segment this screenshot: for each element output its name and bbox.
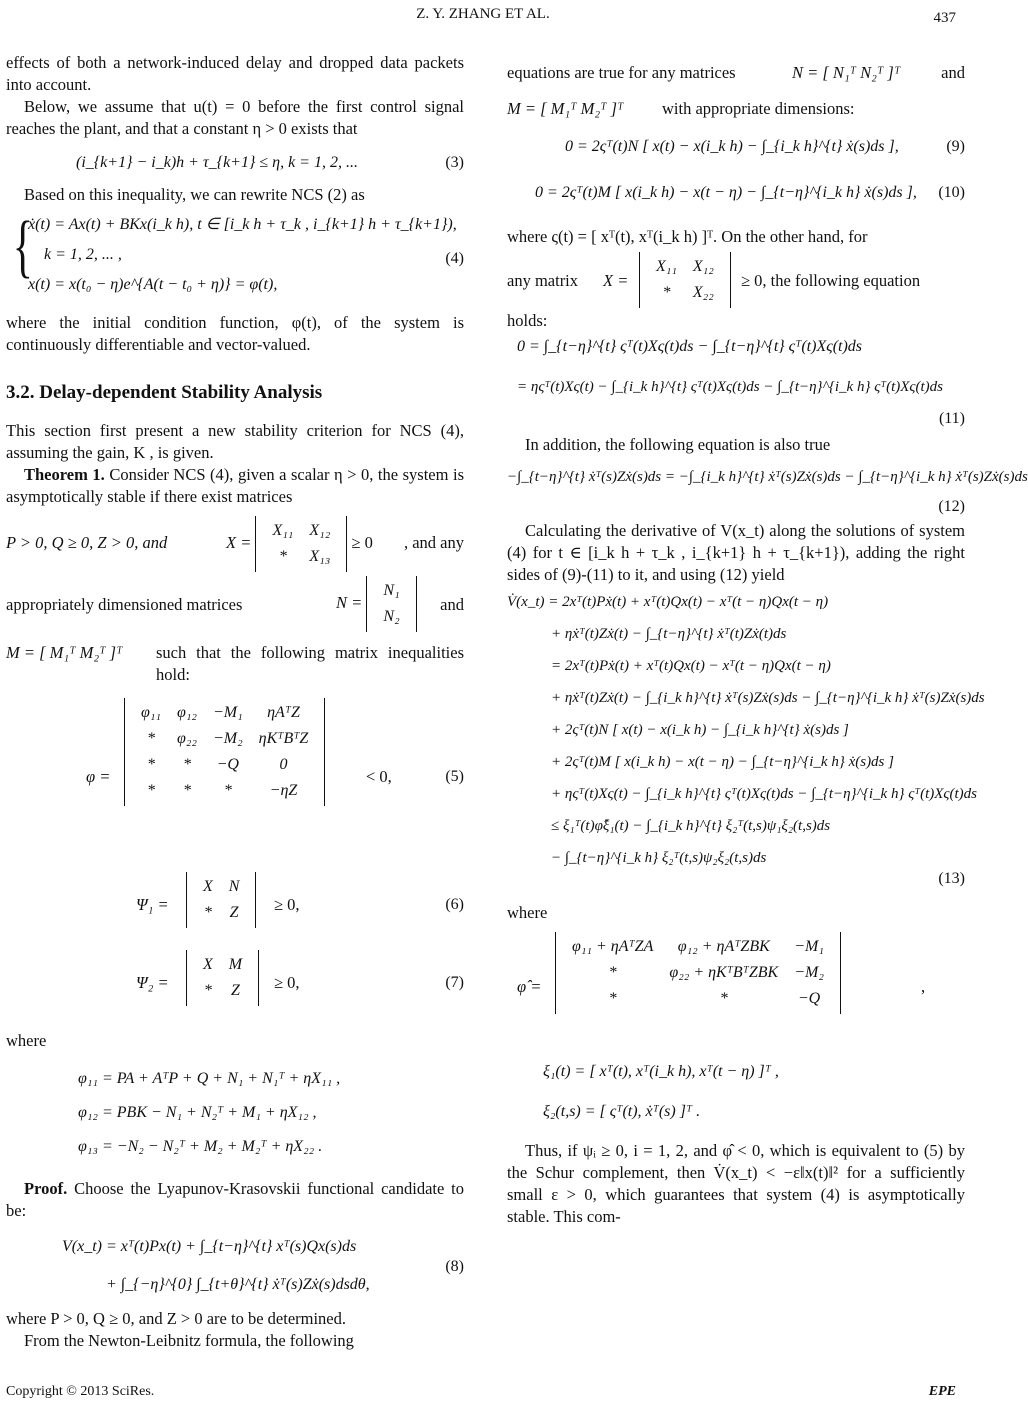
- footer-copyright: Copyright © 2013 SciRes.: [6, 1384, 155, 1399]
- phi-hat-matrix: φ̂ = φ₁₁ + ηAᵀZA φ₁₂ + ηAᵀZBK −M₁ * φ₂₂ + ηKᵀBᵀZBK −M₂ * * −Q ,: [507, 928, 965, 1048]
- matrix-phi: φ₁₁ φ₁₂ −M₁ ηAᵀZ * φ₂₂ −M₂ ηKᵀBᵀZ * * −Q 0 * * * −ηZ: [124, 698, 325, 806]
- matrix-x-line: any matrix X = X₁₁ X₁₂ * X₂₂ ≥ 0, the following equation: [507, 252, 965, 310]
- paragraph: effects of both a network-induced delay and dropped data packets into account.: [6, 53, 464, 94]
- paragraph: Calculating the derivative of V(x_t) along the solutions of system (4) for t ∈ [i_k h + τ_k , i_{k+1} h + τ_{k+1}), adding the right sides of (9)-(11) to it, and using (12) yield: [507, 521, 965, 584]
- right-column: equations are true for any matrices N = [ N₁ᵀ N₂ᵀ ]ᵀ and M = [ M₁ᵀ M₂ᵀ ]ᵀ with appropriate dimensions: 0 = 2ςᵀ(t)N [ x(t) − x(i_k h) − ∫_{i_k h}^{t} ẋ(s)ds ], (9) 0 = 2ςᵀ(t)M [ x(i_k h) − x(t − η) − ∫_{t−η}^{i_k h} ẋ(s)ds ], (10) where ς(t) = [ xᵀ(t), xᵀ(i_k h) ]ᵀ. On the other hand, for any matrix X = X₁₁ X₁₂ * X₂₂ ≥ 0, the following equation holds: 0 = ∫_{t−η}^{t} ςᵀ(t)Xς(t)ds − ∫_{t−η}^{t} ςᵀ(t)Xς(t)ds = ηςᵀ(t)Xς(t) − ∫_{i_k h}^{t} ςᵀ(t)Xς(t)ds − ∫_{t−η}^{i_k h} ςᵀ(t)Xς(t)ds (11) In addition, the following equation is also true −∫_{t−η}^{t} ẋᵀ(s)Zẋ(s)ds = −∫_{i_k h}^{t} ẋᵀ(s)Zẋ(s)ds − ∫_{t−η}^{i_k h} ẋᵀ(s)Zẋ(s)ds (12) Calculating the derivative of V(x_t) along the solutions of system (4) for t ∈ [i_k h + τ_k , i_{k+1} h + τ_{k+1}), adding the right sides of (9)-(11) to it, and using (12) yield V̇(x_t) = 2xᵀ(t)Pẋ(t) + xᵀ(t)Qx(t) − xᵀ(t − η)Qx(t − η) + ηẋᵀ(t)Zẋ(t) − ∫_{t−η}^{t} ẋᵀ(t)Zẋ(t)ds = 2xᵀ(t)Pẋ(t) + xᵀ(t)Qx(t) − xᵀ(t − η)Qx(t − η) + ηẋᵀ(t)Zẋ(t) − ∫_{i_k h}^{t} ẋᵀ(s)Zẋ(s)ds − ∫_{t−η}^{i_k h} ẋᵀ(s)Zẋ(s)ds + 2ςᵀ(t)N [ x(t) − x(i_k h) − ∫_{i_k h}^{t} ẋ(s)ds ] + 2ςᵀ(t)M [ x(i_k h) − x(t − η) − ∫_{t−η}^{i_k h} ẋ(s)ds ] + ηςᵀ(t)Xς(t) − ∫_{i_k h}^{t} ςᵀ(t)Xς(t)ds − ∫_{t−η}^{i_k h} ςᵀ(t)Xς(t)ds ≤ ξ₁ᵀ(t)φ̂ξ₁(t) − ∫_{i_k h}^{t} ξ₂ᵀ(t,s)ψ₁ξ₂(t,s)ds − ∫_{t−η}^{i_k h} ξ₂ᵀ(t,s)ψ₂ξ₂(t,s)ds (13) where φ̂ = φ₁₁ + ηAᵀZA φ₁₂ + ηAᵀZBK −M₁ * φ₂₂ + ηKᵀBᵀZBK −M₂ * * −Q , ξ₁(t) = [ xᵀ(t), xᵀ(i_k h), xᵀ(t − η) ]ᵀ , ξ₂(t,s) = [ ςᵀ(t), ẋᵀ(s) ]ᵀ . Thus, if ψᵢ ≥ 0, i = 1, 2, and φ̂ < 0, which is equivalent to (5) by the Schur complement, then V̇(x_t) < −ε‖x(t)‖² for a sufficiently small ε > 0, which guarantees that system (4) is asymptotically stable. This com-: [507, 52, 965, 1228]
- equation-5: φ = φ₁₁ φ₁₂ −M₁ ηAᵀZ * φ₂₂ −M₂ ηKᵀBᵀZ * * −Q 0 * * * −ηZ < 0, (5): [6, 694, 464, 864]
- theorem-matrix-n: appropriately dimensioned matrices N = N₁ N₂ and: [6, 574, 464, 638]
- theorem-conditions: P > 0, Q ≥ 0, Z > 0, and X = X₁₁ X₁₂ * X₁₃ ≥ 0 , and any: [6, 512, 464, 574]
- matrix-x: X₁₁ X₁₂ * X₁₃: [255, 516, 347, 572]
- phi-definitions: φ₁₁ = PA + AᵀP + Q + N₁ + N₁ᵀ + ηX₁₁ , φ₁₂ = PBK − N₁ + N₂ᵀ + M₁ + ηX₁₂ , φ₁₃ = −N₂ − N₂ᵀ + M₂ + M₂ᵀ + ηX₂₂ .: [78, 1070, 341, 1155]
- equation-7: Ψ₂ = X M * Z ≥ 0, (7): [6, 946, 464, 1024]
- equation-8: V(x_t) = xᵀ(t)Px(t) + ∫_{t−η}^{t} xᵀ(s)Qx(s)ds + ∫_{−η}^{0} ∫_{t+θ}^{t} ẋᵀ(s)Zẋ(s)dsdθ, (8): [62, 1238, 464, 1293]
- proof-paragraph: Proof. Choose the Lyapunov-Krasovskii functional candidate to be:: [6, 1179, 464, 1220]
- section-heading: 3.2. Delay-dependent Stability Analysis: [6, 382, 323, 403]
- paragraph: In addition, the following equation is also true: [525, 435, 831, 454]
- equation-3: (i_{k+1} − i_k)h + τ_{k+1} ≤ η, k = 1, 2, ... (3): [76, 154, 464, 171]
- matrices-line: equations are true for any matrices N = [ N₁ᵀ N₂ᵀ ]ᵀ and: [507, 63, 965, 82]
- paragraph: holds:: [507, 311, 548, 330]
- paragraph: Below, we assume that u(t) = 0 before the first control signal reaches the plant, and that a constant η > 0 exists that: [6, 97, 464, 138]
- page-number: 437: [933, 10, 956, 26]
- equation-10: 0 = 2ςᵀ(t)M [ x(i_k h) − x(t − η) − ∫_{t−η}^{i_k h} ẋ(s)ds ], (10): [535, 184, 965, 201]
- left-column: [6, 52, 464, 1352]
- equation-13: V̇(x_t) = 2xᵀ(t)Pẋ(t) + xᵀ(t)Qx(t) − xᵀ(t − η)Qx(t − η) + ηẋᵀ(t)Zẋ(t) − ∫_{t−η}^{t} ẋᵀ(t)Zẋ(t)ds = 2xᵀ(t)Pẋ(t) + xᵀ(t)Qx(t) − xᵀ(t − η)Qx(t − η) + ηẋᵀ(t)Zẋ(t) − ∫_{i_k h}^{t} ẋᵀ(s)Zẋ(s)ds − ∫_{t−η}^{i_k h} ẋᵀ(s)Zẋ(s)ds + 2ςᵀ(t)N [ x(t) − x(i_k h) − ∫_{i_k h}^{t} ẋ(s)ds ] + 2ςᵀ(t)M [ x(i_k h) − x(t − η) − ∫_{t−η}^{i_k h} ẋ(s)ds ] + ηςᵀ(t)Xς(t) − ∫_{i_k h}^{t} ςᵀ(t)Xς(t)ds − ∫_{t−η}^{i_k h} ςᵀ(t)Xς(t)ds ≤ ξ₁ᵀ(t)φ̂ξ₁(t) − ∫_{i_k h}^{t} ξ₂ᵀ(t,s)ψ₁ξ₂(t,s)ds − ∫_{t−η}^{i_k h} ξ₂ᵀ(t,s)ψ₂ξ₂(t,s)ds: [507, 594, 985, 866]
- equation-9: 0 = 2ςᵀ(t)N [ x(t) − x(i_k h) − ∫_{i_k h}^{t} ẋ(s)ds ], (9): [565, 138, 965, 155]
- equation-4: { ẋ(t) = Ax(t) + BKx(i_k h), t ∈ [i_k h + τ_k , i_{k+1} h + τ_{k+1}), k = 1, 2, ... , x(t) = x(t₀ − η)e^{A(t − t₀ + η)} = φ(t), (4): [12, 208, 464, 293]
- paragraph: Based on this inequality, we can rewrite NCS (2) as: [24, 185, 365, 204]
- paragraph: where: [507, 903, 548, 922]
- theorem-matrix-m: M = [ M₁ᵀ M₂ᵀ ]ᵀ such that the following matrix inequalities hold:: [6, 643, 464, 684]
- paragraph: where: [6, 1031, 47, 1050]
- running-header: [0, 6, 966, 28]
- footer-journal: EPE: [928, 1384, 956, 1399]
- matrices-line-2: M = [ M₁ᵀ M₂ᵀ ]ᵀ with appropriate dimensions:: [507, 99, 855, 118]
- xi-definitions: ξ₁(t) = [ xᵀ(t), xᵀ(i_k h), xᵀ(t − η) ]ᵀ , ξ₂(t,s) = [ ςᵀ(t), ẋᵀ(s) ]ᵀ .: [543, 1063, 779, 1120]
- paragraph: From the Newton-Leibnitz formula, the following: [24, 1331, 354, 1350]
- equation-6: Ψ₁ = X N * Z ≥ 0, (6): [6, 868, 464, 946]
- paragraph: This section first present a new stability criterion for NCS (4), assuming the gain, K , is given.: [6, 421, 464, 462]
- paragraph: where P > 0, Q ≥ 0, and Z > 0 are to be determined.: [6, 1309, 346, 1328]
- paragraph: where ς(t) = [ xᵀ(t), xᵀ(i_k h) ]ᵀ. On the other hand, for: [507, 227, 868, 246]
- equation-12: −∫_{t−η}^{t} ẋᵀ(s)Zẋ(s)ds = −∫_{i_k h}^{t} ẋᵀ(s)Zẋ(s)ds − ∫_{t−η}^{i_k h} ẋᵀ(s)Zẋ(s)ds (12): [507, 469, 1028, 515]
- equation-11: 0 = ∫_{t−η}^{t} ςᵀ(t)Xς(t)ds − ∫_{t−η}^{t} ςᵀ(t)Xς(t)ds = ηςᵀ(t)Xς(t) − ∫_{i_k h}^{t} ςᵀ(t)Xς(t)ds − ∫_{t−η}^{i_k h} ςᵀ(t)Xς(t)ds (11): [517, 338, 965, 427]
- theorem-paragraph: Theorem 1. Consider NCS (4), given a scalar η > 0, the system is asymptotically stable if there exist matrices: [6, 465, 464, 506]
- matrix-n: N₁ N₂: [366, 576, 416, 632]
- running-title: Z. Y. ZHANG ET AL.: [416, 6, 550, 22]
- paragraph: Thus, if ψᵢ ≥ 0, i = 1, 2, and φ̂ < 0, which is equivalent to (5) by the Schur complement, then V̇(x_t) < −ε‖x(t)‖² for a sufficiently small ε > 0, which guarantees that system (4) is asymptotically stable. This com-: [507, 1141, 965, 1226]
- paragraph: where the initial condition function, φ(t), of the system is continuously differentiable and vector-valued.: [6, 313, 464, 354]
